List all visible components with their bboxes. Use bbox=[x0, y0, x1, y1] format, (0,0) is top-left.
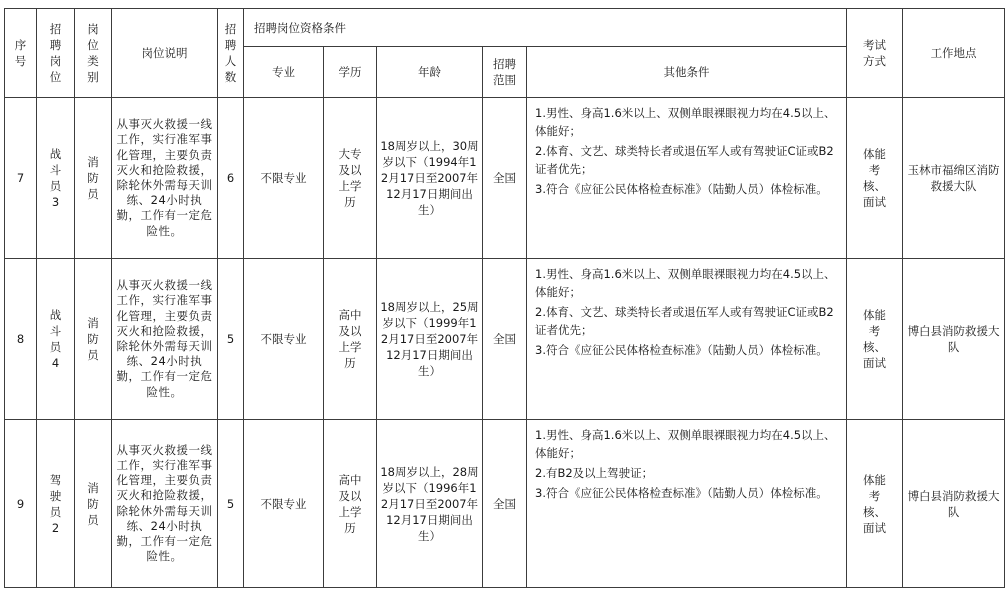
cell-scope: 全国 bbox=[483, 259, 527, 420]
condition-item: 3.符合《应征公民体格检查标准》（陆勤人员）体检标准。 bbox=[535, 343, 828, 357]
cell-post: 战斗员3 bbox=[37, 98, 75, 259]
cell-education: 高中及以上学历 bbox=[324, 259, 377, 420]
cell-description: 从事灭火救援一线工作，实行准军事化管理，主要负责灭火和抢险救援，除轮休外需每天训练、24小时执勤，工作有一定危险性。 bbox=[112, 420, 218, 588]
table-row bbox=[5, 259, 1005, 420]
cell-age: 18周岁以上，25周岁以下（1999年12月17日至2007年12月17日期间出生） bbox=[377, 259, 483, 420]
cell-post: 战斗员4 bbox=[37, 259, 75, 420]
cell-exam: 体能考核、面试 bbox=[847, 259, 903, 420]
condition-item: 2.体育、文艺、球类特长者或退伍军人或有驾驶证C证或B2证者优先； bbox=[535, 305, 834, 337]
header-qualifications: 招聘岗位资格条件 bbox=[244, 9, 847, 47]
cell-seq: 9 bbox=[5, 420, 37, 588]
header-description: 岗位说明 bbox=[112, 9, 218, 98]
cell-seq: 7 bbox=[5, 98, 37, 259]
condition-item: 1.男性、身高1.6米以上、双侧单眼裸眼视力均在4.5以上、体能好； bbox=[535, 106, 836, 138]
cell-location: 玉林市福绵区消防救援大队 bbox=[903, 98, 1005, 259]
condition-item: 1.男性、身高1.6米以上、双侧单眼裸眼视力均在4.5以上、体能好； bbox=[535, 267, 836, 299]
cell-count: 5 bbox=[218, 420, 244, 588]
cell-major: 不限专业 bbox=[244, 420, 324, 588]
cell-description: 从事灭火救援一线工作，实行准军事化管理，主要负责灭火和抢险救援，除轮休外需每天训练、24小时执勤，工作有一定危险性。 bbox=[112, 98, 218, 259]
header-scope: 招聘范围 bbox=[483, 47, 527, 98]
cell-other-conditions bbox=[527, 259, 847, 420]
cell-count: 5 bbox=[218, 259, 244, 420]
cell-age: 18周岁以上，28周岁以下（1996年12月17日至2007年12月17日期间出生） bbox=[377, 420, 483, 588]
cell-scope: 全国 bbox=[483, 420, 527, 588]
recruitment-table-container bbox=[4, 8, 1004, 588]
cell-scope: 全国 bbox=[483, 98, 527, 259]
cell-other-conditions bbox=[527, 98, 847, 259]
cell-category: 消防员 bbox=[75, 420, 112, 588]
cell-seq: 8 bbox=[5, 259, 37, 420]
cell-exam: 体能考核、面试 bbox=[847, 420, 903, 588]
cell-count: 6 bbox=[218, 98, 244, 259]
header-age: 年龄 bbox=[377, 47, 483, 98]
header-education: 学历 bbox=[324, 47, 377, 98]
condition-item: 1.男性、身高1.6米以上、双侧单眼裸眼视力均在4.5以上、体能好； bbox=[535, 428, 836, 460]
cell-category: 消防员 bbox=[75, 259, 112, 420]
header-category: 岗位类别 bbox=[75, 9, 112, 98]
cell-category: 消防员 bbox=[75, 98, 112, 259]
header-other: 其他条件 bbox=[527, 47, 847, 98]
condition-item: 2.体育、文艺、球类特长者或退伍军人或有驾驶证C证或B2证者优先； bbox=[535, 144, 834, 176]
cell-post: 驾驶员2 bbox=[37, 420, 75, 588]
cell-location: 博白县消防救援大队 bbox=[903, 259, 1005, 420]
cell-location: 博白县消防救援大队 bbox=[903, 420, 1005, 588]
cell-major: 不限专业 bbox=[244, 98, 324, 259]
cell-other-conditions bbox=[527, 420, 847, 588]
cell-description: 从事灭火救援一线工作，实行准军事化管理，主要负责灭火和抢险救援，除轮休外需每天训练、24小时执勤，工作有一定危险性。 bbox=[112, 259, 218, 420]
cell-exam: 体能考核、面试 bbox=[847, 98, 903, 259]
header-location: 工作地点 bbox=[903, 9, 1005, 98]
header-post: 招聘岗位 bbox=[37, 9, 75, 98]
cell-major: 不限专业 bbox=[244, 259, 324, 420]
header-major: 专业 bbox=[244, 47, 324, 98]
cell-age: 18周岁以上，30周岁以下（1994年12月17日至2007年12月17日期间出生） bbox=[377, 98, 483, 259]
header-seq: 序号 bbox=[5, 9, 37, 98]
header-count: 招聘人数 bbox=[218, 9, 244, 98]
cell-education: 大专及以上学历 bbox=[324, 98, 377, 259]
recruitment-table bbox=[4, 8, 1005, 588]
cell-education: 高中及以上学历 bbox=[324, 420, 377, 588]
condition-item: 3.符合《应征公民体格检查标准》（陆勤人员）体检标准。 bbox=[535, 182, 828, 196]
header-exam: 考试方式 bbox=[847, 9, 903, 98]
condition-item: 3.符合《应征公民体格检查标准》（陆勤人员）体检标准。 bbox=[535, 486, 828, 500]
table-row bbox=[5, 420, 1005, 588]
table-row bbox=[5, 98, 1005, 259]
condition-item: 2.有B2及以上驾驶证； bbox=[535, 466, 654, 480]
